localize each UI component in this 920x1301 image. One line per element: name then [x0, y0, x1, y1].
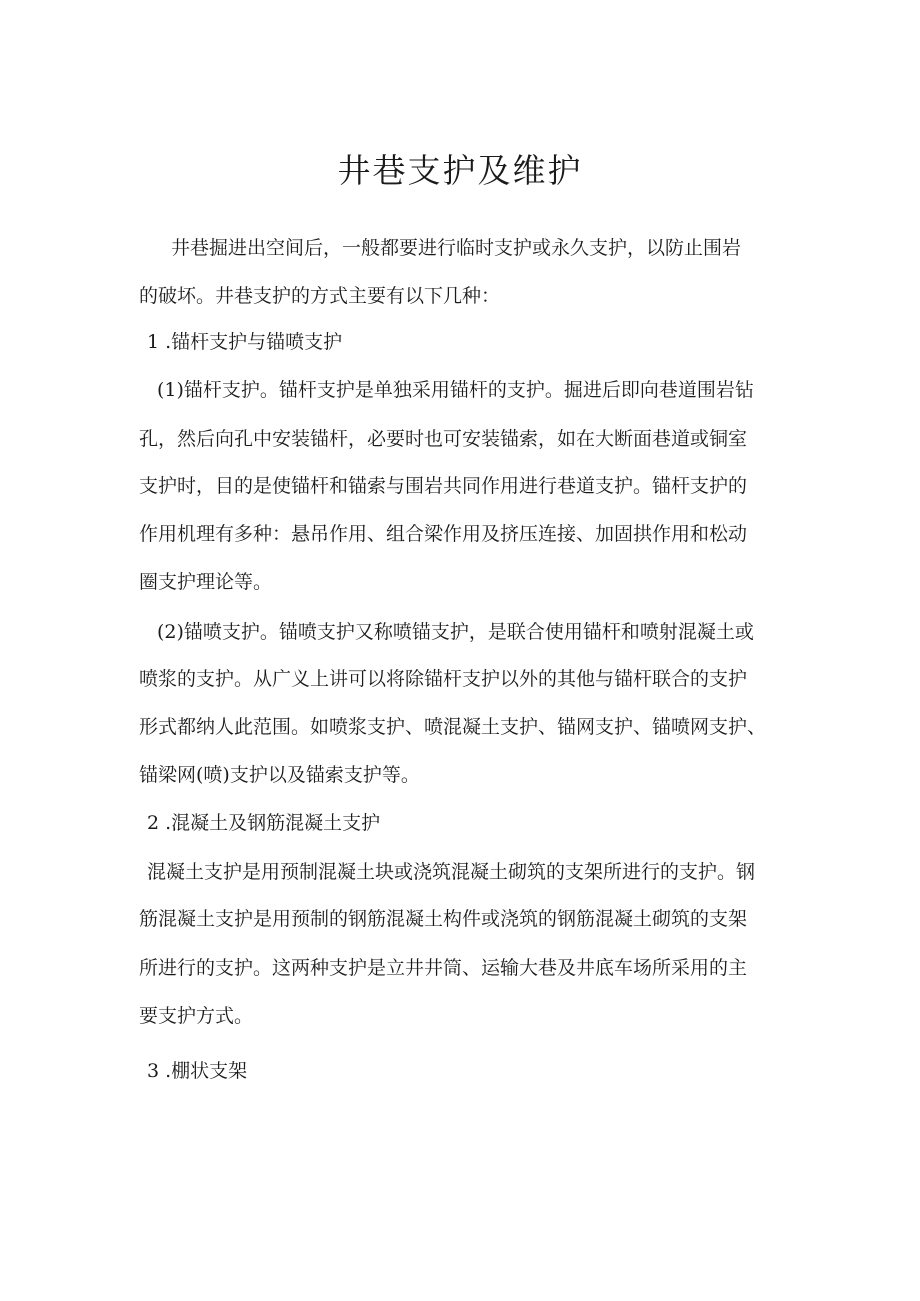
paragraph-line: (1)锚杆支护。锚杆支护是单独采用锚杆的支护。掘进后即向巷道围岩钻 — [157, 379, 754, 401]
paragraph-line: 形式都纳人此范围。如喷浆支护、喷混凝土支护、锚网支护、锚喷网支护、 — [139, 716, 767, 738]
paragraph-line: 混凝土支护是用预制混凝土块或浇筑混凝土砌筑的支架所进行的支护。钢 — [147, 861, 756, 883]
paragraph-line: 圈支护理论等。 — [139, 571, 273, 593]
paragraph-line: (2)锚喷支护。锚喷支护又称喷锚支护，是联合使用锚杆和喷射混凝土或 — [157, 621, 754, 643]
paragraph-line: 锚梁网(喷)支护以及锚索支护等。 — [139, 764, 420, 786]
paragraph-line: 的破坏。井巷支护的方式主要有以下几种： — [139, 285, 501, 307]
paragraph-line: 要支护方式。 — [139, 1005, 254, 1027]
paragraph-line: 井巷掘进出空间后，一般都要进行临时支护或永久支护，以防止围岩 — [171, 237, 742, 259]
paragraph-line: 所进行的支护。这两种支护是立井井筒、运输大巷及井底车场所采用的主 — [139, 957, 748, 979]
section-heading-2: 2 .混凝土及钢筋混凝土支护 — [147, 812, 381, 834]
section-heading-1: 1 .锚杆支护与锚喷支护 — [147, 331, 343, 353]
paragraph-line: 筋混凝土支护是用预制的钢筋混凝土构件或浇筑的钢筋混凝土砌筑的支架 — [139, 908, 748, 930]
paragraph-line: 支护时，目的是使锚杆和锚索与围岩共同作用进行巷道支护。锚杆支护的 — [139, 475, 748, 497]
section-heading-3: 3 .棚状支架 — [147, 1060, 248, 1082]
paragraph-line: 喷浆的支护。从广义上讲可以将除锚杆支护以外的其他与锚杆联合的支护 — [139, 668, 748, 690]
page-title: 井巷支护及维护 — [337, 151, 583, 190]
paragraph-line: 孔，然后向孔中安装锚杆，必要时也可安装锚索，如在大断面巷道或铜室 — [139, 428, 748, 450]
paragraph-line: 作用机理有多种：悬吊作用、组合梁作用及挤压连接、加固拱作用和松动 — [139, 523, 748, 545]
